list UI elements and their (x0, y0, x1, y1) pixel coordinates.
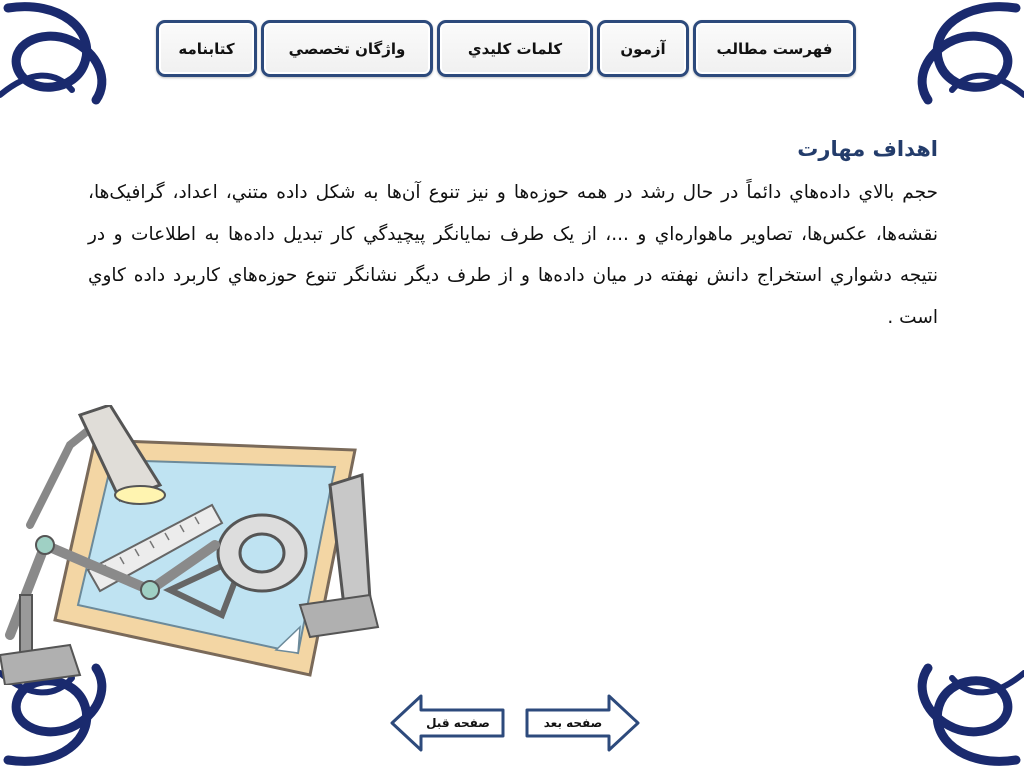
nav-button-table-of-contents[interactable]: فهرست مطالب (693, 20, 856, 77)
previous-page-button[interactable] (389, 694, 505, 752)
nav-button-glossary[interactable]: واژگان تخصصي (261, 20, 433, 77)
section-body: حجم بالاي داده‌هاي دائماً در حال رشد در همه حوزه‌ها و نيز تنوع آن‌ها به شکل داده متني، اعداد، گرافيک‌ها، نقشه‌ها، عکس‌ها، تصاوير ماهواره‌اي و ...، از يک طرف نمايانگر پيچيدگي کار تبديل داده‌ها به اطلاعات و در نتيجه دشواري استخراج دانش نهفته در ميان داده‌ها و از طرف ديگر نشانگر تنوع حوزه‌هاي کاربرد داده کاوي است . (88, 182, 938, 328)
nav-button-keywords[interactable]: كلمات كليدي (437, 20, 593, 77)
next-page-button[interactable] (525, 694, 641, 752)
section-heading: اهداف مهارت (797, 137, 938, 161)
nav-button-bibliography[interactable]: کتابنامه (156, 20, 257, 77)
corner-ornament-top-right (894, 0, 1024, 110)
content-section (88, 132, 938, 338)
next-page-label: صفحه بعد (543, 716, 603, 730)
previous-page-label: صفحه قبل (426, 716, 490, 730)
corner-ornament-bottom-right (894, 658, 1024, 768)
drafting-table-illustration (0, 405, 380, 685)
nav-button-quiz[interactable]: آزمون (597, 20, 689, 77)
corner-ornament-top-left (0, 0, 130, 110)
top-navigation (156, 20, 856, 77)
